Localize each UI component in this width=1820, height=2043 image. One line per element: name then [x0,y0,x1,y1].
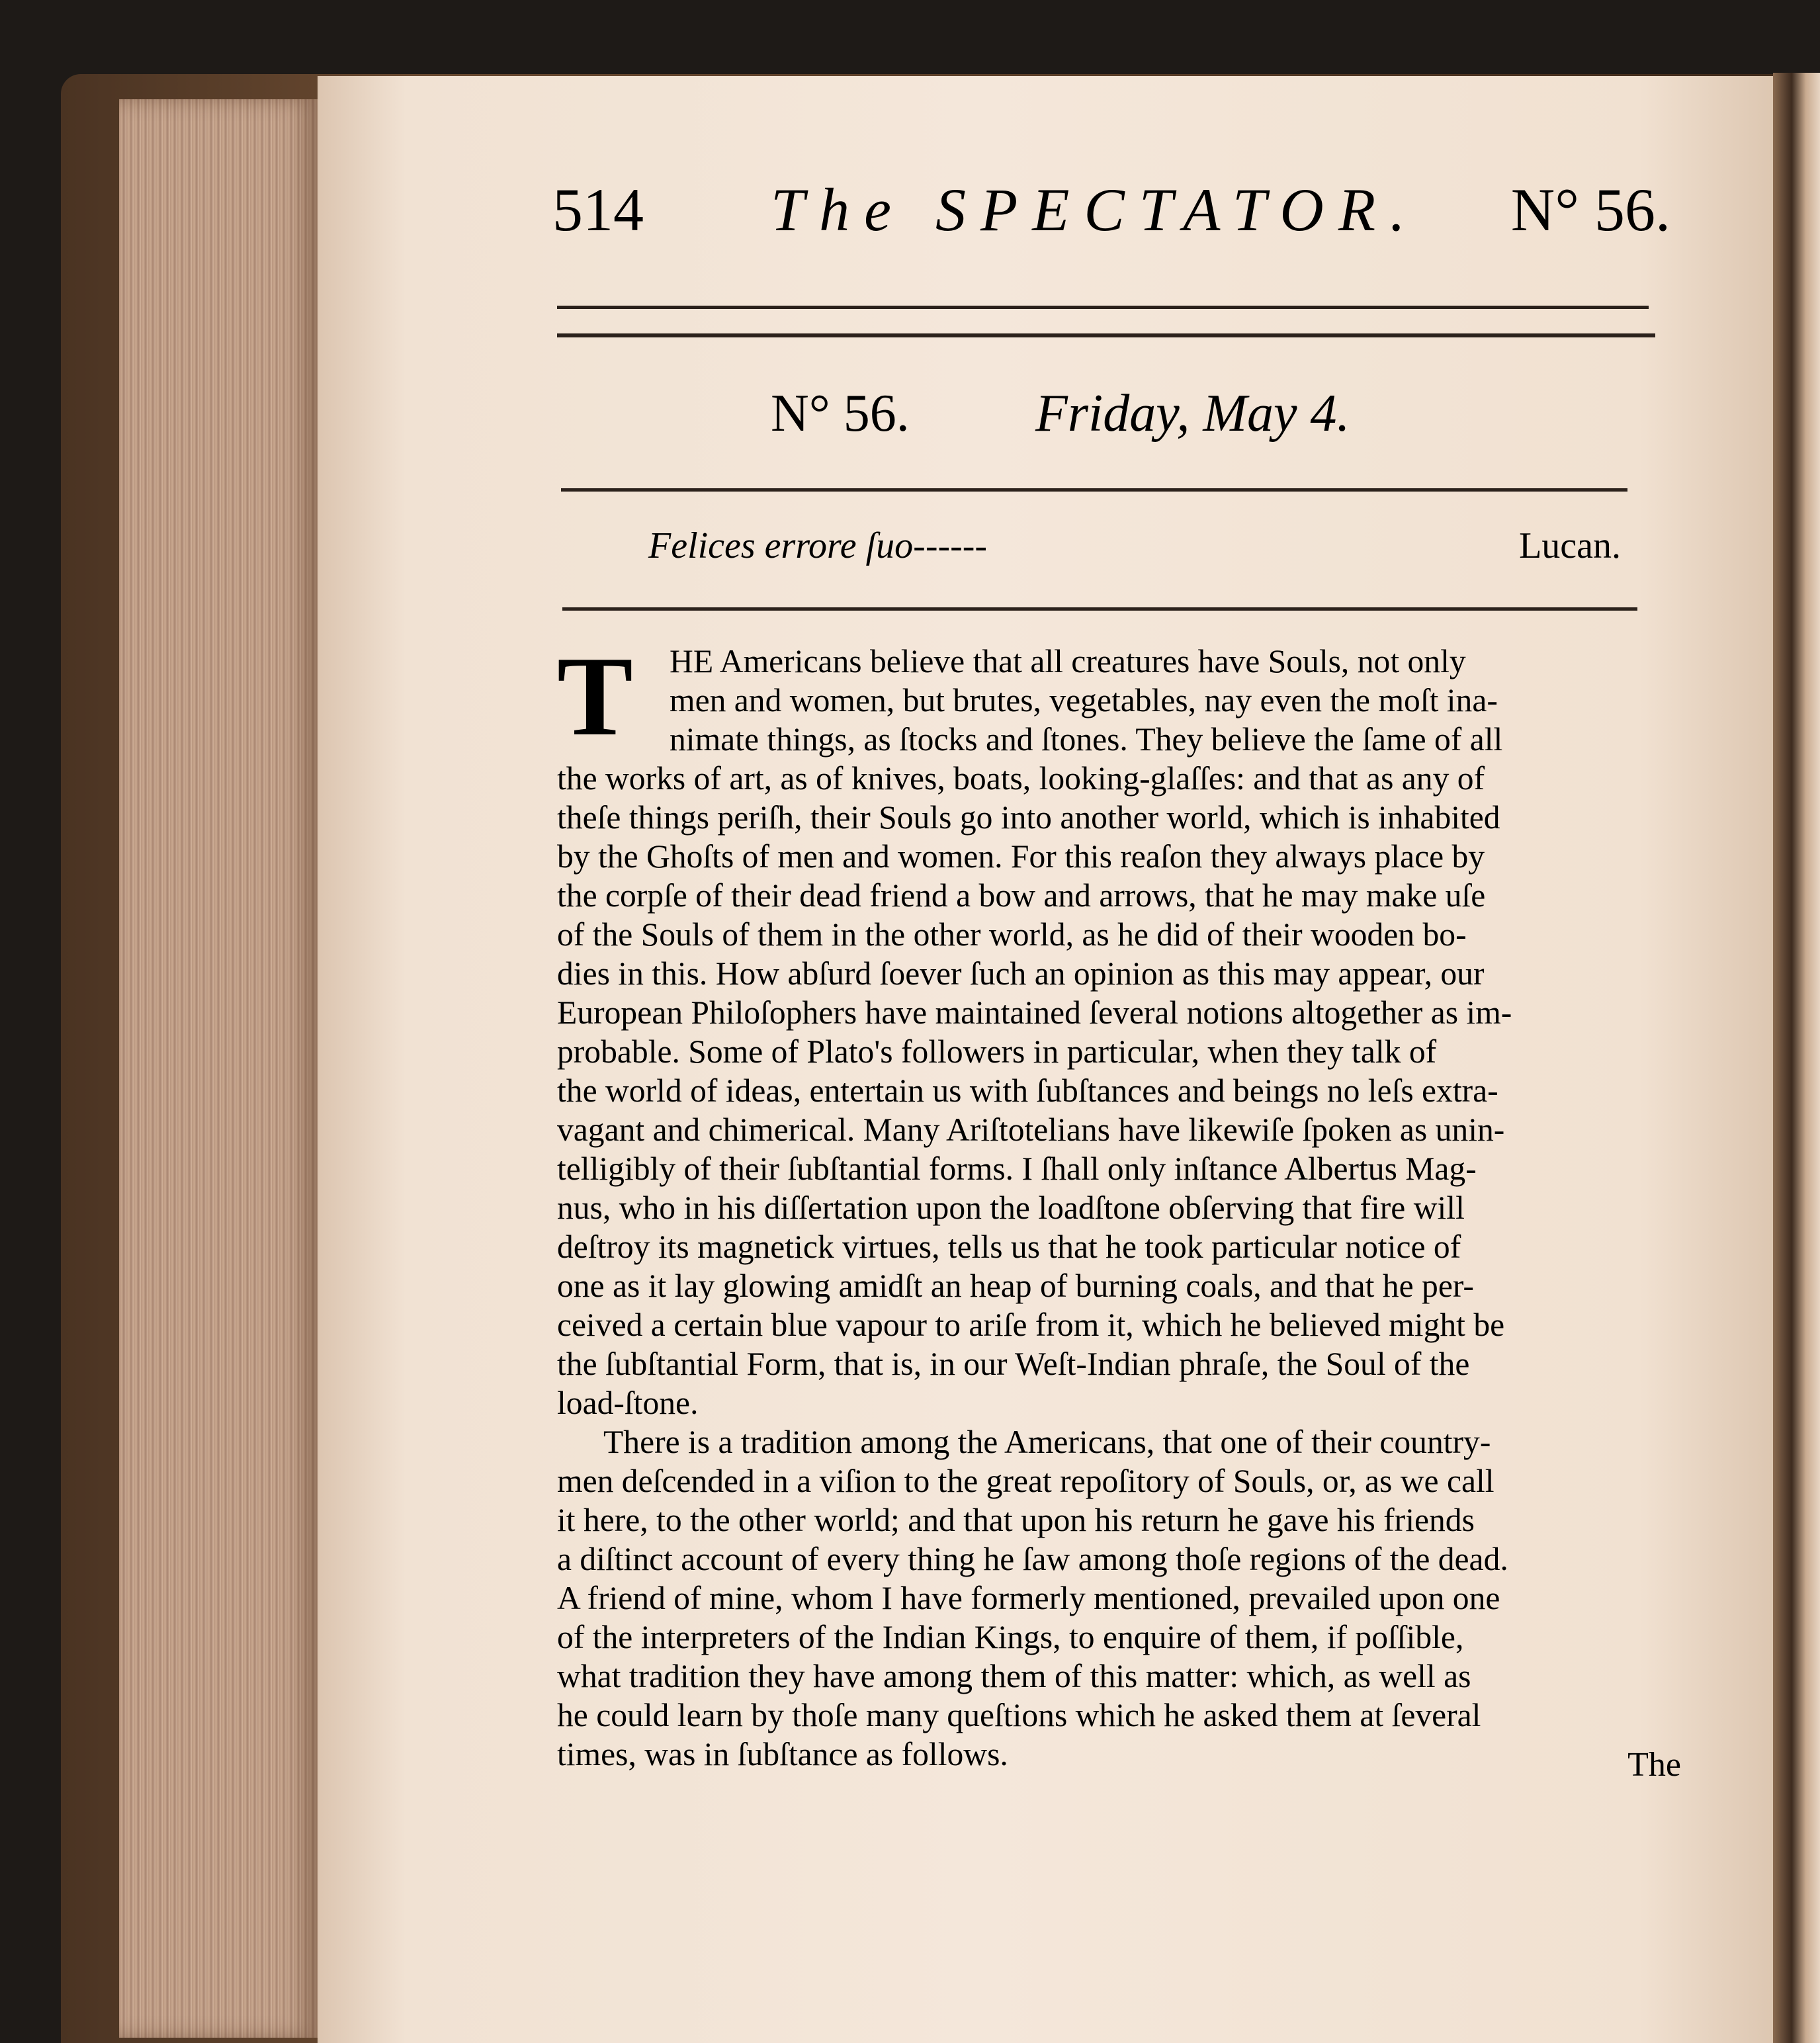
motto-quote: Felices errore ſuo------ [648,525,988,566]
text-line: the world of ideas, entertain us with ſubſtances and beings no leſs extra- [557,1072,1498,1109]
text-line: HE Americans believe that all creatures have Souls, not only [670,643,1466,679]
page-edges [119,99,318,2038]
text-line: vagant and chimerical. Many Ariſtotelians have likewiſe ſpoken as unin- [557,1111,1505,1148]
text-line: the corpſe of their dead friend a bow and arrows, that he may make uſe [557,877,1486,914]
text-line: he could learn by thoſe many queſtions which he asked them at ſeveral [557,1697,1481,1733]
issue-rule [561,488,1627,492]
text-line: There is a tradition among the Americans, that one of their country- [603,1424,1491,1460]
text-line: deſtroy its magnetick virtues, tells us that he took particular notice of [557,1229,1461,1265]
motto-author: Lucan. [1519,525,1621,566]
text-line: probable. Some of Plato's followers in particular, when they talk of [557,1033,1437,1070]
motto [648,516,1621,576]
text-line: nimate things, as ſtocks and ſtones. They believe the ſame of all [670,721,1503,758]
text-line: European Philoſophers have maintained ſeveral notions altogether as im- [557,994,1512,1031]
text-line: the ſubſtantial Form, that is, in our Weſt-Indian phraſe, the Soul of the [557,1346,1470,1382]
text-line: by the Ghoſts of men and women. For this reaſon they always place by [557,838,1485,875]
motto-rule [562,607,1637,611]
text-line: what tradition they have among them of this matter: which, as well as [557,1658,1471,1694]
body-text [557,634,1685,1774]
text-line: theſe things periſh, their Souls go into another world, which is inhabited [557,799,1500,836]
text-line: nus, who in his diſſertation upon the loadſtone obſerving that fire will [557,1190,1465,1226]
text-line: the works of art, as of knives, boats, looking-glaſſes: and that as any of [557,760,1485,797]
running-title: The SPECTATOR. [771,176,1420,243]
book-gutter [1773,73,1820,2043]
text-line: A friend of mine, whom I have formerly mentioned, prevailed upon one [557,1580,1500,1616]
text-line: of the interpreters of the Indian Kings, to enquire of them, if poſſible, [557,1619,1464,1655]
header-rule-bottom [557,333,1655,337]
text-line: it here, to the other world; and that upon his return he gave his friends [557,1502,1475,1538]
text-line: telligibly of their ſubſtantial forms. I ſhall only inſtance Albertus Mag- [557,1151,1477,1187]
running-header [552,173,1670,246]
page-number: 514 [552,176,644,243]
header-rule-top [557,306,1649,309]
issue-number: N° 56. [771,384,910,443]
text-line: dies in this. How abſurd ſoever ſuch an opinion as this may appear, our [557,955,1485,992]
text-line: times, was in ſubſtance as follows. [557,1736,1008,1772]
text-line: a diſtinct account of every thing he ſaw among thoſe regions of the dead. [557,1541,1508,1577]
issue-heading [771,377,1366,450]
catchword: The [1627,1746,1681,1784]
text-line: men deſcended in a viſion to the great repoſitory of Souls, or, as we call [557,1463,1495,1499]
paragraph-2 [557,1422,1685,1774]
text-line: of the Souls of them in the other world, as he did of their wooden bo- [557,916,1467,953]
drop-cap: T [557,634,633,760]
text-line: ceived a certain blue vapour to ariſe from it, which he believed might be [557,1307,1505,1343]
header-issue-number: N° 56. [1510,176,1670,243]
paragraph-1 [557,634,1685,1422]
text-line: one as it lay glowing amidſt an heap of burning coals, and that he per- [557,1268,1474,1304]
text-line: load-ſtone. [557,1385,699,1421]
text-line: men and women, but brutes, vegetables, nay even the moſt ina- [670,682,1498,718]
issue-date: Friday, May 4. [1035,384,1350,443]
